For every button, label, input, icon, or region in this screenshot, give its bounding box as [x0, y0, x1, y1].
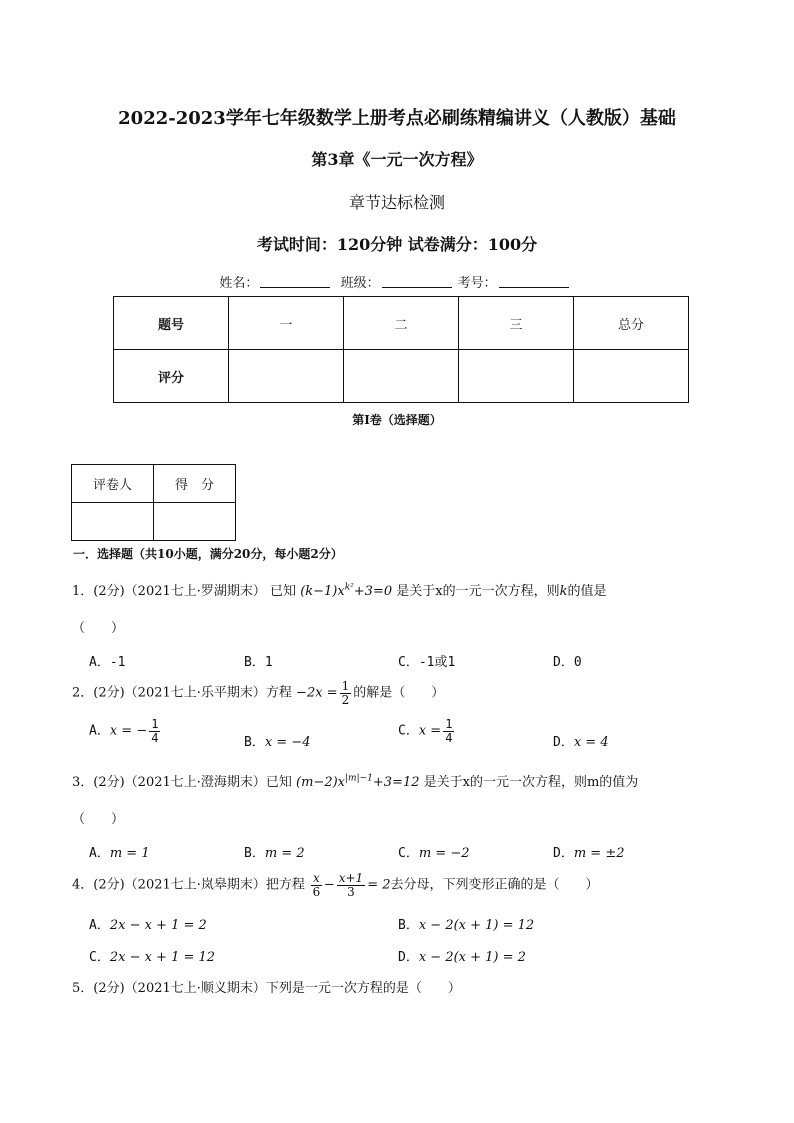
- q4-option-c-label: C．: [89, 950, 110, 965]
- q1-option-d[interactable]: D．0: [553, 655, 582, 670]
- q3-option-a[interactable]: [89, 842, 150, 861]
- chapter-title: 第3章《一元一次方程》: [311, 150, 483, 169]
- q4-option-b-label: B．: [398, 918, 419, 933]
- q2-option-b-label: B．: [244, 735, 265, 750]
- q3-option-d-expr: m = ±2: [573, 846, 625, 861]
- q4-option-d-expr: x − 2(x + 1) = 2: [418, 950, 526, 965]
- q3-option-c-expr: m = −2: [418, 846, 470, 861]
- q1-var-k: k: [559, 584, 568, 599]
- q4-rhs: = 2: [367, 877, 391, 893]
- name-blank[interactable]: [260, 275, 330, 288]
- q1-equation: $(k-1)x^{k^2}+3=0$: [300, 582, 393, 599]
- q2-option-a-expr: x = −: [109, 723, 148, 739]
- q2-stem-b: 的解是（ ）: [353, 685, 445, 701]
- q1-stem-c: 的值是: [567, 584, 607, 599]
- q4-option-c[interactable]: [89, 946, 215, 965]
- question-5-stem: 5．(2分)（2021七上·顺义期末）下列是一元一次方程的是（ ）: [72, 981, 461, 996]
- grader-table: [71, 464, 236, 541]
- q1-option-a[interactable]: A．-1: [89, 655, 126, 670]
- q3-option-b-expr: m = 2: [264, 846, 305, 861]
- class-blank[interactable]: [382, 275, 452, 288]
- q2-option-b-expr: x = −4: [264, 735, 311, 750]
- score-cell-part2: 二: [344, 297, 459, 350]
- grader-row: [72, 465, 236, 503]
- q1-stem-a: 1．(2分)（2021七上·罗湖期末） 已知: [72, 584, 297, 599]
- class-label: 班级：: [340, 276, 380, 291]
- q4-stem-b: 去分母，下列变形正确的是（ ）: [390, 877, 599, 893]
- score-cell-total: 总分: [574, 297, 689, 350]
- exam-no-blank[interactable]: [499, 275, 569, 288]
- q3-stem-b: 是关于x的一元一次方程，则m的值为: [423, 775, 639, 790]
- score-cell-part3: 三: [459, 297, 574, 350]
- q2-option-d-expr: x = 4: [573, 735, 609, 750]
- score-cell-label: 评分: [114, 350, 229, 403]
- q1-stem-b: 是关于x的一元一次方程，则: [396, 584, 560, 599]
- q1-option-c[interactable]: C．-1或1: [398, 655, 456, 670]
- q2-stem-a: 2．(2分)（2021七上·乐平期末）方程: [72, 685, 292, 701]
- q4-fraction-2: $\frac{x+1}{3}$: [338, 871, 364, 899]
- score-table: [113, 296, 689, 403]
- score-cell-blank[interactable]: [344, 350, 459, 403]
- question-3-paren: （ ）: [72, 812, 125, 827]
- q4-minus: −: [323, 877, 335, 893]
- student-info-line: [0, 272, 794, 291]
- q3-option-c-label: C．: [398, 846, 419, 861]
- q4-option-a-label: A．: [89, 918, 110, 933]
- q3-option-b-label: B．: [244, 846, 265, 861]
- score-blank[interactable]: [154, 503, 236, 541]
- q2-option-c-fraction: $\frac{1}{4}$: [445, 717, 453, 745]
- q2-option-c[interactable]: [398, 718, 456, 744]
- q2-option-a[interactable]: [89, 718, 162, 744]
- q2-option-d-label: D．: [553, 735, 574, 750]
- q2-option-a-fraction: $\frac{1}{4}$: [151, 717, 159, 745]
- q3-option-b[interactable]: [244, 842, 305, 861]
- q3-option-d-label: D．: [553, 846, 574, 861]
- q4-option-b-expr: x − 2(x + 1) = 12: [418, 918, 535, 933]
- score-cell-part1: 一: [229, 297, 344, 350]
- question-2-stem: [72, 680, 444, 706]
- q4-option-d-label: D．: [398, 950, 419, 965]
- exam-timing: 考试时间：120分钟 试卷满分：100分: [256, 235, 538, 254]
- q3-equation: $(m-2)x^{|m|-1}+3=12$: [296, 773, 420, 790]
- q2-equation: −2x =: [296, 685, 338, 701]
- q2-option-a-label: A．: [89, 723, 110, 739]
- q2-option-c-expr: x =: [418, 723, 442, 739]
- q2-option-d[interactable]: [553, 731, 609, 750]
- q4-option-a-expr: 2x − x + 1 = 2: [109, 918, 207, 933]
- q3-option-d[interactable]: [553, 842, 624, 861]
- score-label: 得 分: [154, 465, 236, 503]
- volume-title: 第Ⅰ卷（选择题）: [352, 413, 442, 427]
- q3-option-a-expr: m = 1: [109, 846, 150, 861]
- q4-option-a[interactable]: [89, 914, 207, 933]
- question-1-paren: （ ）: [72, 621, 125, 636]
- q4-fraction-1: $\frac{x}{6}$: [312, 871, 321, 899]
- grader-blank[interactable]: [72, 503, 154, 541]
- q3-option-a-label: A．: [89, 846, 110, 861]
- q4-option-b[interactable]: [398, 914, 534, 933]
- q2-fraction: $\frac{1}{2}$: [341, 679, 350, 707]
- score-table-row: [114, 297, 689, 350]
- score-cell-blank[interactable]: [459, 350, 574, 403]
- section-title: 章节达标检测: [348, 193, 445, 212]
- score-cell-blank[interactable]: [574, 350, 689, 403]
- part-one-title: 一．选择题（共10小题，满分20分，每小题2分）: [73, 547, 343, 561]
- question-3-stem: [72, 771, 638, 790]
- q4-option-d[interactable]: [398, 946, 526, 965]
- q2-option-b[interactable]: [244, 731, 310, 750]
- name-label: 姓名：: [219, 276, 259, 291]
- q2-option-c-label: C．: [398, 723, 419, 739]
- exam-no-label: 考号：: [457, 276, 497, 291]
- grader-row: [72, 503, 236, 541]
- score-cell-header: 题号: [114, 297, 229, 350]
- q3-option-c[interactable]: [398, 842, 469, 861]
- question-4-stem: [72, 872, 599, 898]
- document-title: 2022-2023学年七年级数学上册考点必刷练精编讲义（人教版）基础: [118, 108, 676, 129]
- q4-option-c-expr: 2x − x + 1 = 12: [109, 950, 216, 965]
- question-1-stem: [72, 580, 607, 599]
- score-table-row: [114, 350, 689, 403]
- q1-option-b[interactable]: B．1: [244, 655, 273, 670]
- grader-label: 评卷人: [72, 465, 154, 503]
- q3-stem-a: 3．(2分)（2021七上·澄海期末）已知: [72, 775, 292, 790]
- q4-stem-a: 4．(2分)（2021七上·岚皋期末）把方程: [72, 877, 305, 893]
- score-cell-blank[interactable]: [229, 350, 344, 403]
